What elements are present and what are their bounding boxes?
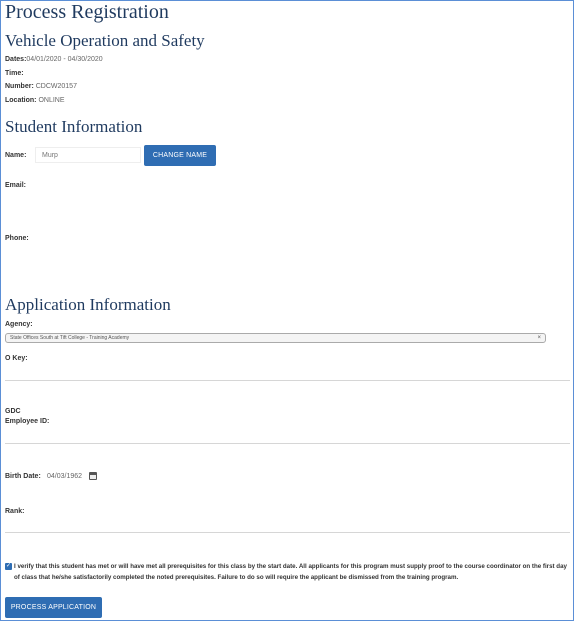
- rank-label: Rank:: [5, 508, 25, 515]
- okey-label: O Key:: [5, 355, 28, 362]
- name-field[interactable]: Murp: [35, 147, 141, 163]
- class-number: [5, 83, 77, 90]
- page-title: Process Registration: [5, 1, 169, 23]
- phone-label: Phone:: [5, 235, 29, 242]
- process-application-button[interactable]: PROCESS APPLICATION: [5, 597, 102, 618]
- email-label: Email:: [5, 182, 27, 189]
- location-label: Location:: [5, 97, 37, 104]
- course-name: Vehicle Operation and Safety: [5, 31, 205, 50]
- agency-select[interactable]: [5, 333, 546, 343]
- class-time: [5, 70, 24, 77]
- dates-value: 04/01/2020 - 04/30/2020: [26, 56, 103, 63]
- birth-date-value[interactable]: 04/03/1962: [47, 473, 83, 480]
- employee-id-label: Employee ID:: [5, 418, 50, 425]
- location-value: ONLINE: [38, 97, 65, 104]
- agency-selected-value: State Offices South at Tift College - Training Academy: [10, 335, 130, 341]
- change-name-button[interactable]: CHANGE NAME: [144, 145, 216, 166]
- employee-id-field-underline[interactable]: [5, 443, 570, 444]
- application-section-title: Application Information: [5, 295, 171, 314]
- clear-icon[interactable]: ×: [537, 335, 541, 341]
- verify-statement: I verify that this student has met or will have met all prerequisites for this class by the start date. All applicants for this program must supply proof to the course coordinator on the first day of class that he/she satisfactorily completed the noted prerequisites. Failure to do so will require the applicant be dismissed from the training program.: [14, 563, 567, 581]
- verify-checkbox[interactable]: ✓: [5, 563, 12, 569]
- agency-label: Agency:: [5, 321, 33, 328]
- gdc-label: GDC: [5, 408, 21, 415]
- student-section-title: Student Information: [5, 117, 143, 136]
- time-label: Time:: [5, 70, 24, 77]
- number-value: CDCW20157: [35, 83, 77, 90]
- class-location: [5, 97, 65, 104]
- birth-date-label: Birth Date:: [5, 473, 41, 480]
- calendar-icon[interactable]: [89, 472, 97, 480]
- name-label: Name:: [5, 152, 27, 159]
- rank-field-underline[interactable]: [5, 532, 570, 533]
- dates-label: Dates:: [5, 56, 27, 63]
- number-label: Number:: [5, 83, 34, 90]
- class-dates: [5, 56, 103, 63]
- okey-field-underline[interactable]: [5, 380, 570, 381]
